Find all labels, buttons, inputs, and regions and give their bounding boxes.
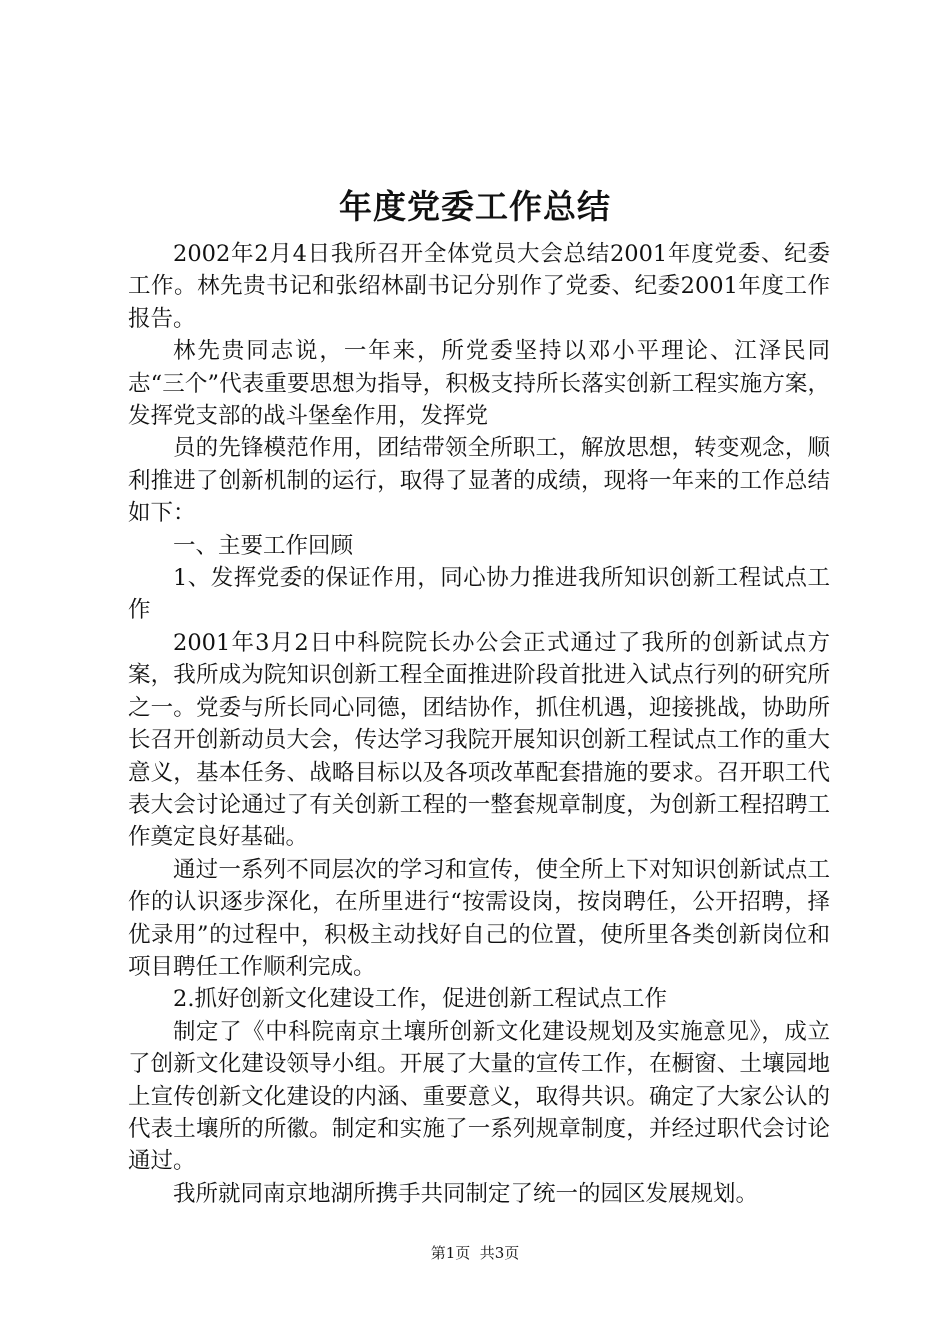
paragraph: 2001年3月2日中科院院长办公会正式通过了我所的创新试点方案，我所成为院知识创新工程全面推进阶段首批进入试点行列的研究所之一。党委与所长同心同德，团结协作，抓住机遇，迎接挑战，协助所长召开创新动员大会，传达学习我院开展知识创新工程试点工作的重大意义，基本任务、战略目标以及各项改革配套措施的要求。召开职工代表大会讨论通过了有关创新工程的一整套规章制度，为创新工程招聘工作奠定良好基础。 — [128, 629, 830, 851]
document-title: 年度党委工作总结 — [339, 187, 611, 226]
paragraph: 通过一系列不同层次的学习和宣传，使全所上下对知识创新试点工作的认识逐步深化，在所里进行“按需设岗，按岗聘任，公开招聘，择优录用”的过程中，积极主动找好自己的位置，使所里各类创新岗位和项目聘任工作顺利完成。 — [128, 856, 830, 980]
paragraph: 制定了《中科院南京土壤所创新文化建设规划及实施意见》，成立了创新文化建设领导小组。开展了大量的宣传工作，在橱窗、土壤园地上宣传创新文化建设的内涵、重要意义，取得共识。确定了大家公认的代表土壤所的所徽。制定和实施了一系列规章制度，并经过职代会讨论通过。 — [128, 1018, 830, 1175]
paragraph: 2002年2月4日我所召开全体党员大会总结2001年度党委、纪委工作。林先贵书记和张绍林副书记分别作了党委、纪委2001年度工作报告。 — [128, 241, 830, 332]
subsection-heading: 1、发挥党委的保证作用，同心协力推进我所知识创新工程试点工作 — [128, 565, 830, 624]
subsection-heading: 2.抓好创新文化建设工作，促进创新工程试点工作 — [173, 986, 667, 1013]
document-body — [128, 238, 830, 1210]
paragraph: 员的先锋模范作用，团结带领全所职工，解放思想，转变观念，顺利推进了创新机制的运行，取得了显著的成绩，现将一年来的工作总结如下： — [128, 435, 830, 527]
page-number: 第1页 共3页 — [430, 1244, 520, 1262]
page-footer — [0, 1242, 950, 1264]
section-heading: 一、主要工作回顾 — [173, 532, 354, 559]
paragraph: 林先贵同志说，一年来，所党委坚持以邓小平理论、江泽民同志“三个”代表重要思想为指导，积极支持所长落实创新工程实施方案，发挥党支部的战斗堡垒作用，发挥党 — [128, 338, 830, 430]
paragraph: 我所就同南京地湖所携手共同制定了统一的园区发展规划。 — [173, 1180, 759, 1207]
